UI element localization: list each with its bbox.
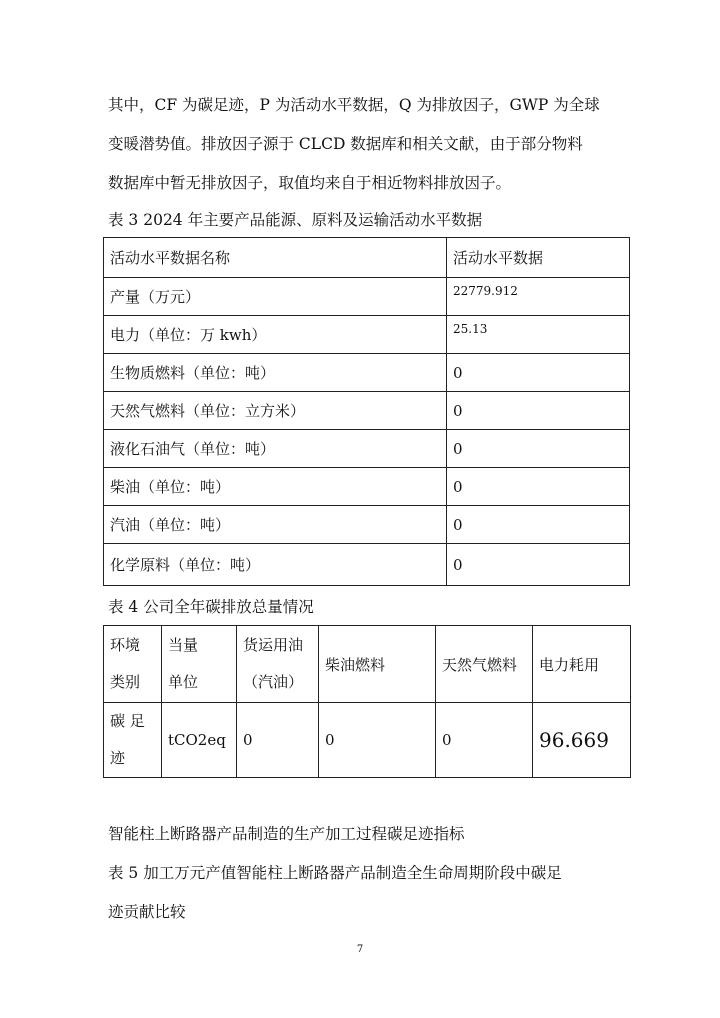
table-cell: 化学原料（单位：吨）: [104, 544, 447, 586]
env-type-line-2: 类别: [110, 673, 141, 691]
table-header-row: [104, 238, 630, 278]
table5-caption-line-1: 表 5 加工万元产值智能柱上断路器产品制造全生命周期阶段中碳足: [108, 864, 562, 882]
table-row: [104, 506, 630, 544]
table-header-cell: [162, 626, 237, 703]
table-cell: 0: [447, 468, 630, 506]
table3: [103, 237, 630, 586]
intro-line-1: 其中，CF 为碳足迹，P 为活动水平数据，Q 为排放因子，GWP 为全球: [108, 96, 600, 114]
table-header-cell: 柴油燃料: [319, 626, 436, 703]
intro-paragraph: [108, 86, 618, 203]
table-header-cell: 天然气燃料: [436, 626, 533, 703]
table-cell: 0: [237, 703, 319, 778]
intro-line-2: 变暖潜势值。排放因子源于 CLCD 数据库和相关文献，由于部分物料: [108, 135, 583, 153]
table-header-cell: [104, 626, 162, 703]
table-cell: 0: [436, 703, 533, 778]
table-cell: tCO2eq: [162, 703, 237, 778]
table-row: [104, 468, 630, 506]
table-row: [104, 703, 631, 778]
table-cell: 生物质燃料（单位：吨）: [104, 354, 447, 392]
table-cell: 汽油（单位：吨）: [104, 506, 447, 544]
table-cell: 22779.912: [447, 278, 630, 316]
table-cell: 0: [447, 430, 630, 468]
intro-line-3: 数据库中暂无排放因子，取值均来自于相近物料排放因子。: [108, 174, 512, 192]
table-cell: 0: [447, 354, 630, 392]
section-heading: 智能柱上断路器产品制造的生产加工过程碳足迹指标: [108, 825, 465, 843]
env-type-line-1: 环境: [110, 636, 141, 654]
table-cell: 0: [319, 703, 436, 778]
page-number: 7: [356, 944, 364, 955]
table4-caption: 表 4 公司全年碳排放总量情况: [108, 598, 314, 616]
table-cell: 天然气燃料（单位：立方米）: [104, 392, 447, 430]
table-cell: [104, 703, 162, 778]
table-row: [104, 430, 630, 468]
table-row: [104, 316, 630, 354]
table3-caption: 表 3 2024 年主要产品能源、原料及运输活动水平数据: [108, 211, 483, 229]
table-cell: 25.13: [447, 316, 630, 354]
table-cell: 液化石油气（单位：吨）: [104, 430, 447, 468]
table-cell: 柴油（单位：吨）: [104, 468, 447, 506]
freight-line-1: 货运用油: [243, 636, 304, 654]
table-row: [104, 354, 630, 392]
table-header-cell: 活动水平数据: [447, 238, 630, 278]
freight-line-2: （汽油）: [243, 673, 304, 691]
unit-line-1: 当量: [168, 636, 199, 654]
table-cell: 0: [447, 392, 630, 430]
table-cell: 产量（万元）: [104, 278, 447, 316]
table-header-row: [104, 626, 631, 703]
table5-caption-line-2: 迹贡献比较: [108, 903, 186, 921]
table-cell: 96.669: [533, 703, 631, 778]
footprint-line-1: 碳 足: [110, 712, 145, 730]
table-row: [104, 392, 630, 430]
table-header-cell: 电力耗用: [533, 626, 631, 703]
table-cell: 0: [447, 506, 630, 544]
table-cell: 0: [447, 544, 630, 586]
table-row: [104, 544, 630, 586]
unit-line-2: 单位: [168, 673, 199, 691]
table-row: [104, 278, 630, 316]
footprint-line-2: 迹: [110, 749, 126, 767]
table-header-cell: 活动水平数据名称: [104, 238, 447, 278]
table-header-cell: [237, 626, 319, 703]
table-cell: 电力（单位：万 kwh）: [104, 316, 447, 354]
table4: [103, 625, 631, 778]
